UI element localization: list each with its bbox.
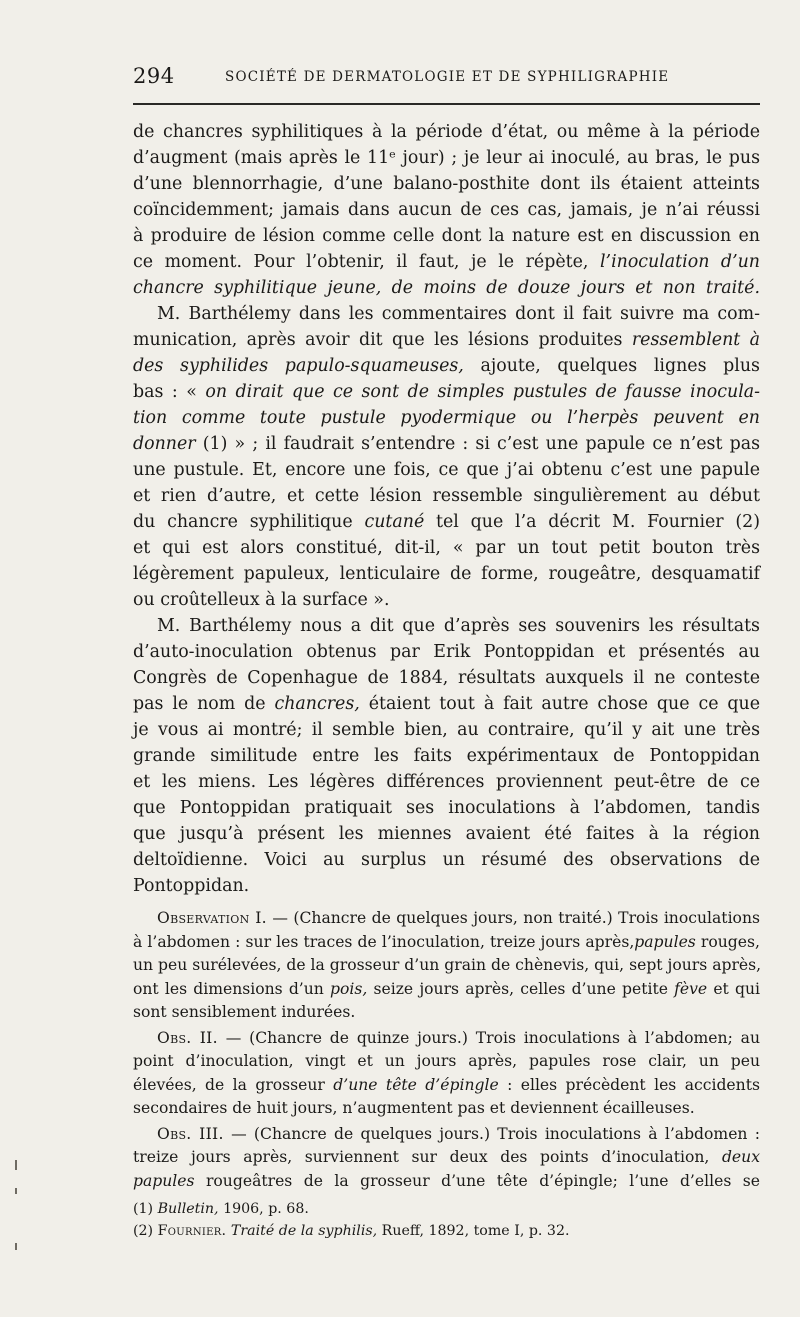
- text-span: (1) » ; il faudrait s’entendre : si c’est une papule ce n’est pas: [202, 434, 760, 454]
- text-line: [133, 691, 760, 717]
- text-line: tion comme toute pustule pyodermique ou l’herpès peuvent en: [133, 408, 760, 428]
- text-line: que jusqu’à présent les miennes avaient été faites à la région: [133, 824, 760, 844]
- text-line: je vous ai montré; il semble bien, au contraire, qu’il y ait une très: [133, 720, 760, 740]
- text-line: [133, 353, 760, 379]
- text-line: et qui est alors constitué, dit-il, « par un tout petit bouton très: [133, 538, 760, 558]
- obs-line: [133, 931, 760, 955]
- italic-span: deux: [721, 1148, 760, 1166]
- author-name: Fournier.: [157, 1223, 227, 1239]
- header-rule: [133, 103, 760, 105]
- text-line: [133, 431, 760, 457]
- text-span: ajoute, quelques lignes plus: [480, 356, 760, 376]
- obs-line: [133, 1123, 760, 1147]
- text-span: rouges,: [700, 932, 760, 951]
- obs-line: secondaires de huit jours, n’augmentent pas et deviennent écailleuses.: [133, 1099, 695, 1117]
- italic-span: papules: [133, 1171, 195, 1190]
- page-header: [133, 64, 760, 94]
- italic-span: Bulletin,: [157, 1201, 219, 1217]
- obs-line: [133, 1027, 760, 1051]
- footnote-marker: (1): [133, 1201, 154, 1217]
- text-line: et les miens. Les légères différences proviennent peut-être de ce: [133, 772, 760, 792]
- obs-line: [133, 978, 760, 1002]
- text-line: M. Barthélemy dans les commentaires dont il fait suivre ma com-: [157, 304, 760, 324]
- text-line: M. Barthélemy nous a dit que d’après ses souvenirs les résultats: [157, 616, 760, 636]
- text-span: et qui: [713, 979, 760, 998]
- obs-line: [133, 1146, 760, 1170]
- obs-line: [133, 1074, 760, 1098]
- text-span: Rueff, 1892, tome I, p. 32.: [381, 1223, 570, 1239]
- text-span: — (Chancre de quelques jours, non traité.) Trois inoculations: [272, 909, 760, 927]
- text-span: rougeâtres de la grosseur d’une tête d’épingle; l’une d’elles se: [205, 1171, 760, 1190]
- text-span: tel que l’a décrit M. Fournier (2): [436, 512, 761, 532]
- margin-speck: [15, 1243, 17, 1250]
- italic-span: l’inoculation d’un: [599, 252, 760, 272]
- italic-span: fève: [674, 979, 708, 998]
- italic-span: ressemblent à: [631, 330, 760, 350]
- text-span: — (Chancre de quelques jours.) Trois inoculations à l’abdomen :: [231, 1124, 761, 1143]
- obs-heading: Obs. III.: [157, 1124, 224, 1143]
- footnote-1: [133, 1198, 760, 1220]
- italic-span: cutané: [364, 512, 425, 532]
- text-line: d’augment (mais après le 11ᵉ jour) ; je leur ai inoculé, au bras, le pus: [133, 148, 760, 168]
- text-line: [133, 509, 760, 535]
- italic-span: chancres,: [274, 694, 360, 714]
- text-line: de chancres syphilitiques à la période d’état, ou même à la période: [133, 122, 760, 142]
- text-line: deltoïdienne. Voici au surplus un résumé des observations de: [133, 850, 760, 870]
- text-line: que Pontoppidan pratiquait ses inoculations à l’abdomen, tandis: [133, 798, 760, 818]
- text-line: à produire de lésion comme celle dont la nature est en discussion en: [133, 226, 760, 246]
- text-line: légèrement papuleux, lenticulaire de forme, rougeâtre, desquamatif: [133, 564, 760, 584]
- text-line: Pontoppidan.: [133, 876, 250, 896]
- body-text: [133, 119, 760, 899]
- text-line: ou croûtelleux à la surface ».: [133, 590, 390, 610]
- text-line: grande similitude entre les faits expérimentaux de Pontoppidan: [133, 746, 760, 766]
- text-span: munication, après avoir dit que les lésions produites: [133, 330, 623, 350]
- text-span: — (Chancre de quinze jours.) Trois inoculations à l’abdomen; au: [225, 1028, 761, 1047]
- obs-heading: Observation I.: [157, 909, 267, 927]
- text-span: élevées, de la grosseur: [133, 1075, 325, 1094]
- footnote-marker: (2): [133, 1223, 154, 1239]
- running-title: SOCIÉTÉ DE DERMATOLOGIE ET DE SYPHILIGRAPHIE: [225, 69, 670, 85]
- text-span: du chancre syphilitique: [133, 512, 353, 532]
- obs-heading: Obs. II.: [157, 1028, 218, 1047]
- italic-span: donner: [133, 434, 196, 454]
- margin-speck: [15, 1160, 17, 1170]
- obs-line: [133, 907, 760, 931]
- footnotes: [133, 1198, 760, 1242]
- text-span: à l’abdomen : sur les traces de l’inoculation, treize jours après,: [133, 932, 635, 951]
- text-span: seize jours après, celles d’une petite: [373, 979, 668, 998]
- text-line: chancre syphilitique jeune, de moins de douze jours et non traité.: [133, 278, 760, 298]
- margin-speck: [15, 1188, 17, 1194]
- obs-line: [133, 1170, 760, 1194]
- text-span: ce moment. Pour l’obtenir, il faut, je le répète,: [133, 252, 589, 272]
- footnote-2: [133, 1220, 760, 1242]
- text-span: ont les dimensions d’un: [133, 979, 324, 998]
- italic-span: on dirait que ce sont de simples pustules de fausse inocula-: [205, 382, 761, 402]
- obs-line: sont sensiblement indurées.: [133, 1003, 356, 1021]
- italic-span: papules: [634, 932, 696, 951]
- italic-span: Traité de la syphilis,: [230, 1223, 378, 1239]
- text-line: Congrès de Copenhague de 1884, résultats auxquels il ne conteste: [133, 668, 760, 688]
- text-line: [133, 327, 760, 353]
- text-span: : elles précèdent les accidents: [507, 1075, 760, 1094]
- text-span: étaient tout à fait autre chose que ce que: [368, 694, 761, 714]
- italic-span: pois,: [330, 979, 368, 998]
- text-line: d’une blennorrhagie, d’une balano-posthite dont ils étaient atteints: [133, 174, 760, 194]
- text-line: une pustule. Et, encore une fois, ce que j’ai obtenu c’est une papule: [133, 460, 760, 480]
- text-line: coïncidemment; jamais dans aucun de ces cas, jamais, je n’ai réussi: [133, 200, 760, 220]
- text-line: [133, 379, 760, 405]
- text-line: [133, 249, 760, 275]
- italic-span: des syphilides papulo-squameuses,: [133, 356, 464, 376]
- text-span: pas le nom de: [133, 694, 266, 714]
- page-number: 294: [133, 64, 175, 88]
- text-line: d’auto-inoculation obtenus par Erik Pontoppidan et présentés au: [133, 642, 760, 662]
- text-line: et rien d’autre, et cette lésion ressemble singulièrement au début: [133, 486, 760, 506]
- text-span: 1906, p. 68.: [223, 1201, 309, 1217]
- italic-span: d’une tête d’épingle: [333, 1075, 499, 1094]
- observations-block: [133, 907, 760, 1193]
- text-span: treize jours après, surviennent sur deux des points d’inoculation,: [133, 1148, 710, 1166]
- text-span: bas : «: [133, 382, 197, 402]
- obs-line: point d’inoculation, vingt et un jours après, papules rose clair, un peu: [133, 1052, 760, 1070]
- obs-line: un peu surélevées, de la grosseur d’un grain de chènevis, qui, sept jours après,: [133, 956, 762, 974]
